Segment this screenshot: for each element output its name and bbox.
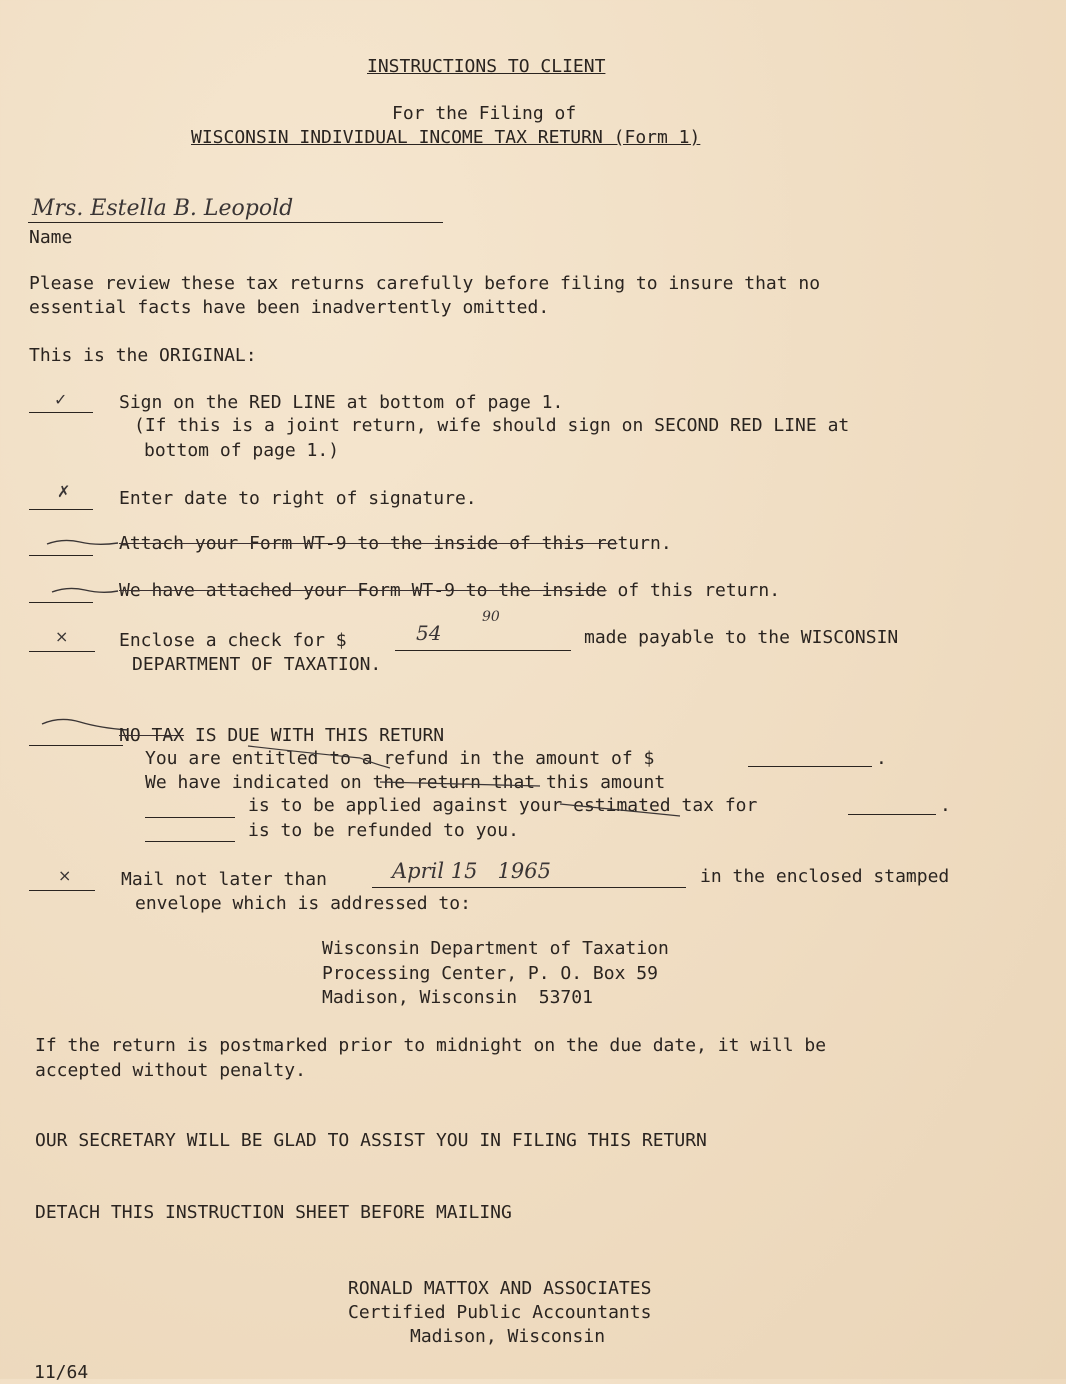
attach-struck-text: Attach your Form WT-9 to the inside of this re bbox=[119, 533, 618, 554]
attach-squiggle bbox=[45, 535, 120, 549]
attached-blank bbox=[29, 602, 93, 603]
check-amount-blank bbox=[395, 650, 571, 651]
attach-line bbox=[119, 533, 672, 555]
refunded-line: is to be refunded to you. bbox=[248, 820, 519, 841]
document-title: INSTRUCTIONS TO CLIENT bbox=[367, 56, 606, 77]
detach-note: DETACH THIS INSTRUCTION SHEET BEFORE MAILING bbox=[35, 1202, 512, 1223]
postmark-line-2: accepted without penalty. bbox=[35, 1060, 306, 1081]
attach-blank bbox=[29, 555, 93, 556]
firm-location: Madison, Wisconsin bbox=[410, 1326, 606, 1347]
notax-struck-text: NO TAX bbox=[119, 725, 185, 746]
check-text-after: made payable to the WISCONSIN bbox=[584, 627, 899, 648]
intro-line-1: Please review these tax returns carefully before filing to insure that no bbox=[29, 273, 821, 294]
applied-period: . bbox=[940, 795, 951, 816]
notax-squiggle bbox=[40, 714, 130, 734]
original-label: This is the ORIGINAL: bbox=[29, 345, 257, 366]
notax-rest-text: IS DUE WITH THIS RETURN bbox=[184, 725, 445, 746]
applied-blank bbox=[145, 817, 235, 818]
sign-blank bbox=[29, 412, 93, 413]
applied-line: is to be applied against your estimated tax for bbox=[248, 795, 758, 816]
sign-checkmark: ✓ bbox=[54, 390, 68, 409]
estimated-year-blank bbox=[848, 814, 936, 815]
date-instruction: Enter date to right of signature. bbox=[119, 488, 477, 509]
secretary-note: OUR SECRETARY WILL BE GLAD TO ASSIST YOU IN FILING THIS RETURN bbox=[35, 1130, 707, 1151]
notax-blank bbox=[29, 745, 123, 746]
address-line-3: Madison, Wisconsin 53701 bbox=[322, 987, 593, 1008]
sign-line-3: bottom of page 1.) bbox=[144, 440, 340, 461]
check-mark: × bbox=[55, 627, 69, 646]
check-blank bbox=[29, 651, 95, 652]
refund-amount-blank bbox=[748, 766, 872, 767]
mail-date-handwritten: April 15 1965 bbox=[392, 859, 551, 883]
check-text-before: Enclose a check for $ bbox=[119, 630, 347, 651]
date-blank bbox=[29, 509, 93, 510]
attached-squiggle bbox=[50, 583, 120, 597]
attached-rest-text: of this return. bbox=[606, 580, 781, 601]
intro-line-2: essential facts have been inadvertently omitted. bbox=[29, 297, 550, 318]
postmark-line-1: If the return is postmarked prior to midnight on the due date, it will be bbox=[35, 1035, 827, 1056]
address-line-1: Wisconsin Department of Taxation bbox=[322, 938, 669, 959]
attach-rest-text: turn. bbox=[617, 533, 672, 554]
form-code: 11/64 bbox=[34, 1362, 89, 1383]
attached-struck-text: We have attached your Form WT-9 to the inside bbox=[119, 580, 607, 601]
refund-line: You are entitled to a refund in the amount of $ bbox=[145, 748, 655, 769]
mail-line-2: envelope which is addressed to: bbox=[135, 893, 471, 914]
mail-text-before: Mail not later than bbox=[121, 869, 327, 890]
refund-period: . bbox=[876, 748, 887, 769]
refunded-blank bbox=[145, 841, 235, 842]
mail-date-blank bbox=[372, 887, 686, 888]
notax-crossout-scribbles bbox=[240, 734, 700, 824]
attached-line bbox=[119, 580, 780, 602]
mail-mark: × bbox=[58, 866, 72, 885]
date-checkmark: ✗ bbox=[57, 482, 71, 501]
client-name-handwritten: Mrs. Estella B. Leopold bbox=[32, 196, 294, 221]
subtitle-form: WISCONSIN INDIVIDUAL INCOME TAX RETURN (Form 1) bbox=[191, 127, 701, 148]
check-amount-handwritten: 54 bbox=[416, 621, 442, 645]
name-underline bbox=[28, 222, 443, 223]
sign-line-2: (If this is a joint return, wife should sign on SECOND RED LINE at bbox=[134, 415, 850, 436]
address-line-2: Processing Center, P. O. Box 59 bbox=[322, 963, 658, 984]
check-cents-handwritten: 90 bbox=[482, 609, 500, 625]
name-label: Name bbox=[29, 227, 73, 248]
mail-text-after: in the enclosed stamped bbox=[700, 866, 950, 887]
sign-line-1: Sign on the RED LINE at bottom of page 1. bbox=[119, 392, 564, 413]
subtitle-filing: For the Filing of bbox=[392, 103, 577, 124]
mail-blank bbox=[29, 890, 95, 891]
indicated-line: We have indicated on the return that this amount bbox=[145, 772, 666, 793]
firm-title: Certified Public Accountants bbox=[348, 1302, 652, 1323]
firm-name: RONALD MATTOX AND ASSOCIATES bbox=[348, 1278, 652, 1299]
check-line-2: DEPARTMENT OF TAXATION. bbox=[132, 654, 382, 675]
